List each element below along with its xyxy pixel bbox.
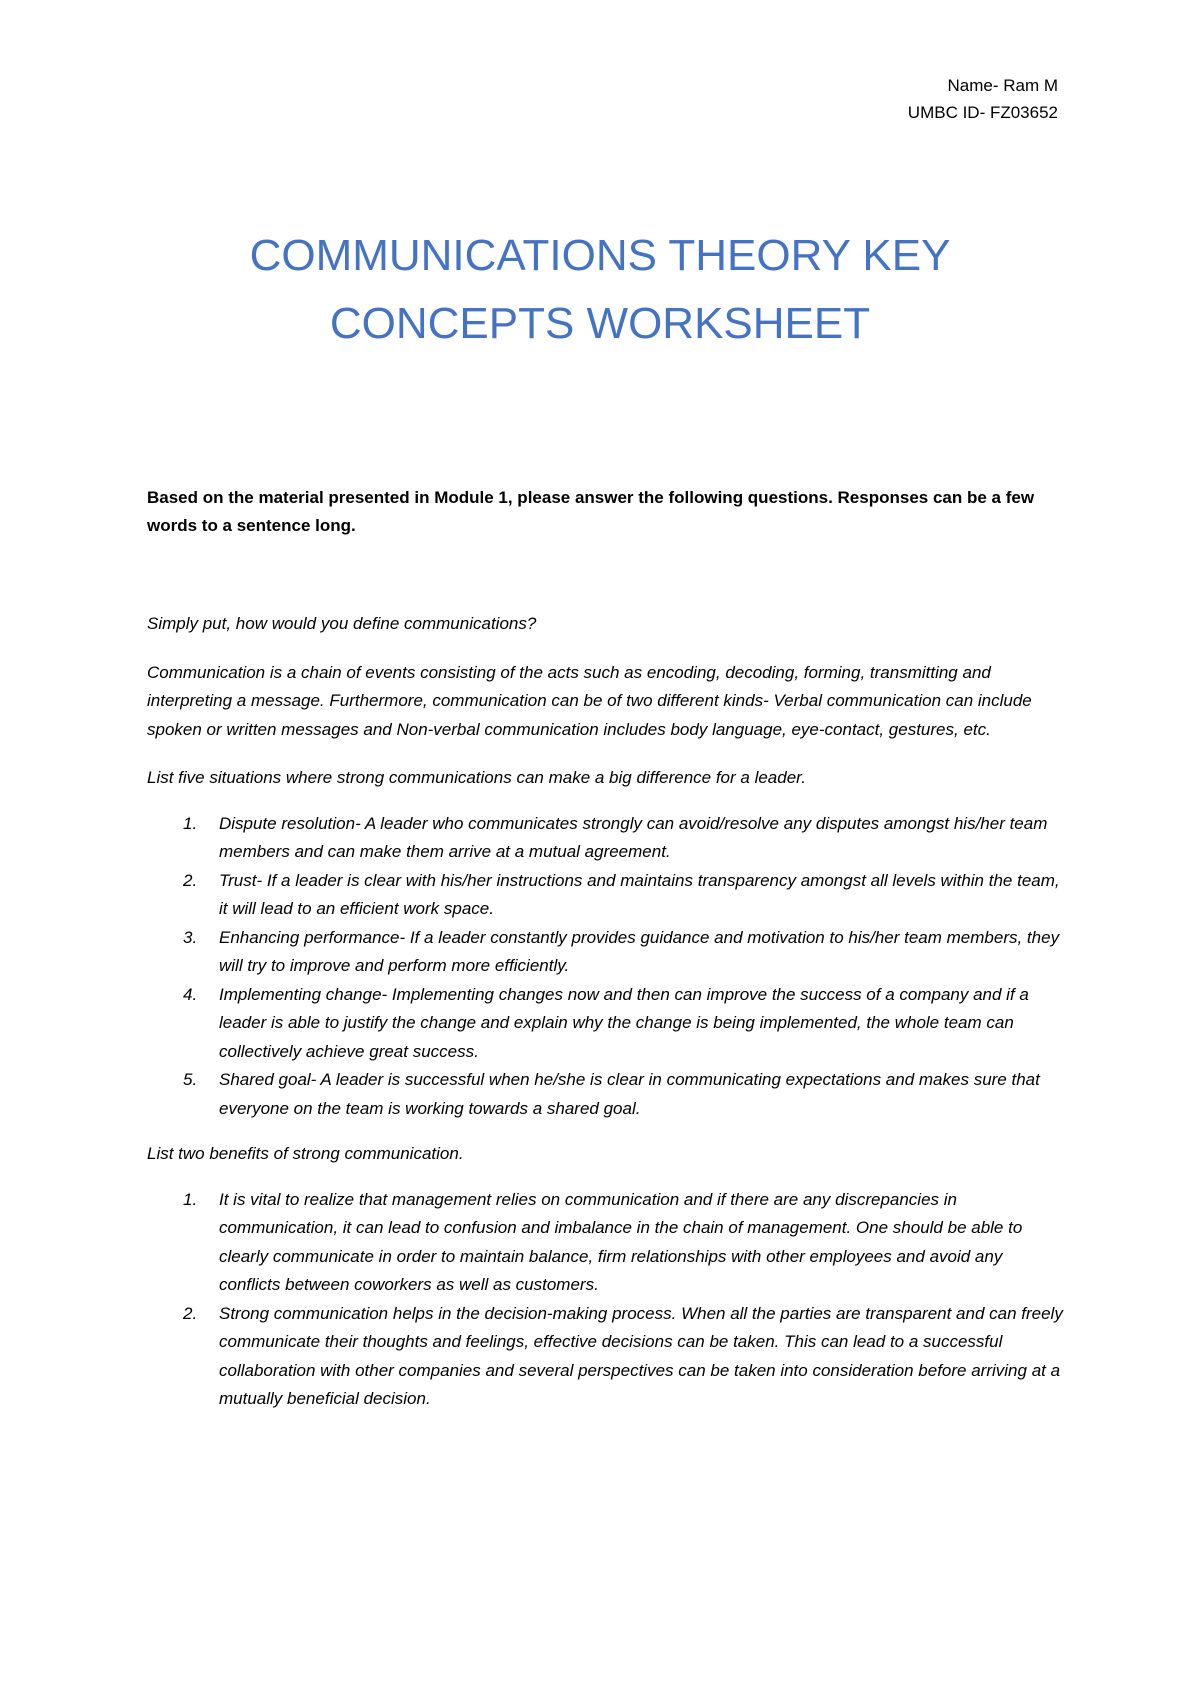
list-text: Dispute resolution- A leader who communicates strongly can avoid/resolve any disputes amongst his/her team members and can make them arrive at a mutual agreement. bbox=[219, 813, 1048, 861]
list-item bbox=[147, 1186, 1067, 1300]
list-item bbox=[147, 867, 1067, 924]
list-item bbox=[147, 810, 1067, 867]
name-line: Name- Ram M bbox=[947, 76, 1058, 95]
list-text: Shared goal- A leader is successful when he/she is clear in communicating expectations and makes sure that everyone on the team is working towards a shared goal. bbox=[219, 1070, 1040, 1118]
list-number: 2. bbox=[183, 870, 198, 890]
list-text: Enhancing performance- If a leader constantly provides guidance and motivation to his/her team members, they will try to improve and perform more efficiently. bbox=[219, 927, 1060, 975]
list-number: 3. bbox=[183, 927, 198, 947]
title-line-2: CONCEPTS WORKSHEET bbox=[329, 299, 871, 348]
list-text: Implementing change- Implementing changes now and then can improve the success of a company and if a leader is able to justify the change and explain why the change is being implemented, the whole team can collectively achieve great success. bbox=[219, 984, 1029, 1061]
list-number: 1. bbox=[183, 1189, 198, 1209]
list-item bbox=[147, 1066, 1067, 1123]
instructions: Based on the material presented in Module 1, please answer the following questions. Responses can be a few words to a sentence long. bbox=[147, 488, 1035, 535]
list-number: 2. bbox=[183, 1303, 198, 1323]
list-text: It is vital to realize that management relies on communication and if there are any discrepancies in communication, it can lead to confusion and imbalance in the chain of management. One should be able to clearly communicate in order to maintain balance, firm relationships with other employees and avoid any conflicts between coworkers as well as customers. bbox=[219, 1189, 1023, 1294]
list-item bbox=[147, 981, 1067, 1067]
answer-1: Communication is a chain of events consisting of the acts such as encoding, decoding, forming, transmitting and interpreting a message. Furthermore, communication can be of two different kinds- Verbal communication can include spoken or written messages and Non-verbal communication includes body language, eye-contact, gestures, etc. bbox=[147, 662, 1032, 739]
list-number: 4. bbox=[183, 984, 198, 1004]
list-text: Strong communication helps in the decision-making process. When all the parties are transparent and can freely communicate their thoughts and feelings, effective decisions can be taken. This can lead to a successful collaboration with other companies and several perspectives can be taken into consideration before arriving at a mutually beneficial decision. bbox=[219, 1303, 1063, 1408]
answer-2-list bbox=[147, 810, 1067, 1124]
answer-3-list bbox=[147, 1186, 1067, 1414]
list-item bbox=[147, 1300, 1067, 1414]
list-item bbox=[147, 924, 1067, 981]
list-number: 5. bbox=[183, 1070, 198, 1089]
question-1: Simply put, how would you define communications? bbox=[147, 614, 537, 633]
list-text: Trust- If a leader is clear with his/her instructions and maintains transparency amongst all levels within the team, it will lead to an efficient work space. bbox=[219, 870, 1060, 918]
worksheet-content bbox=[147, 610, 1067, 1431]
page-title bbox=[0, 222, 1200, 358]
question-2: List five situations where strong communications can make a big difference for a leader. bbox=[147, 768, 806, 787]
id-line: UMBC ID- FZ03652 bbox=[907, 103, 1058, 122]
list-number: 1. bbox=[183, 813, 198, 833]
title-line-1: COMMUNICATIONS THEORY KEY bbox=[249, 231, 951, 280]
question-3: List two benefits of strong communication. bbox=[147, 1144, 464, 1163]
student-info bbox=[908, 72, 1058, 126]
